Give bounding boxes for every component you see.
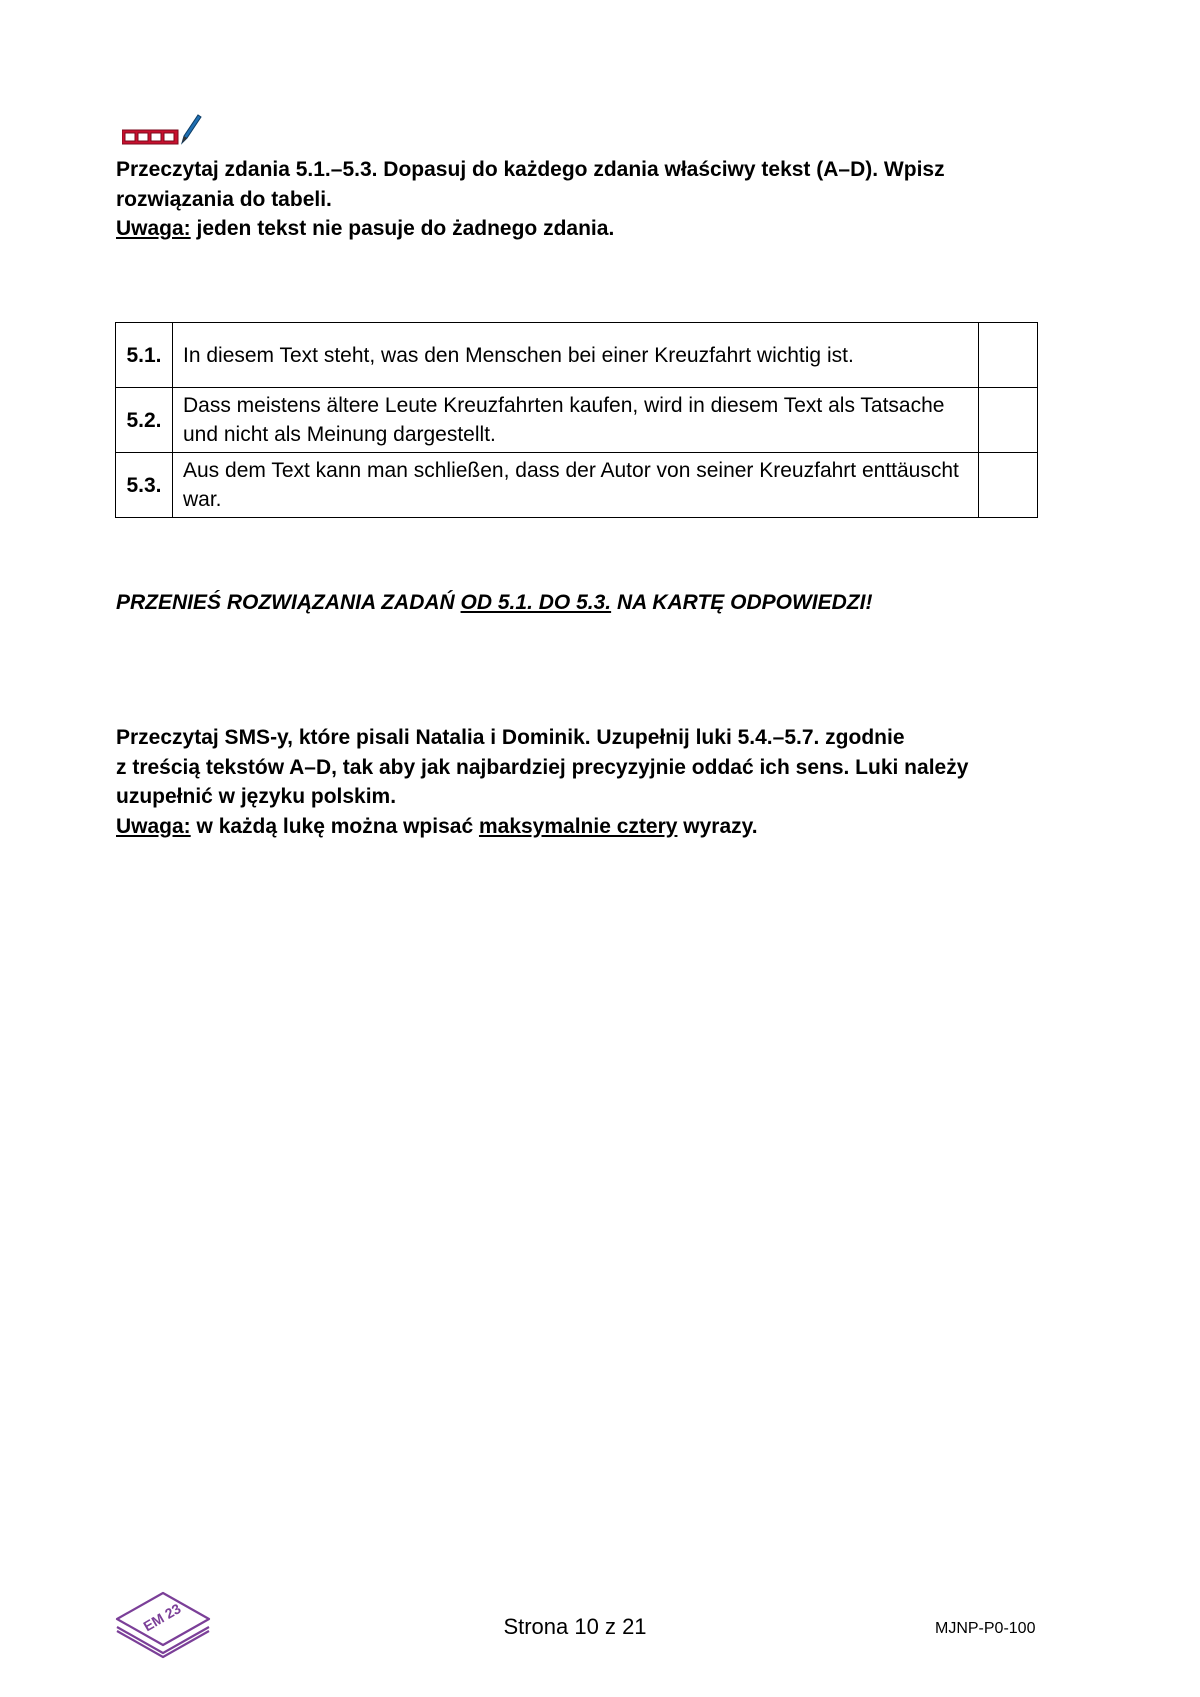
answer-cell[interactable]	[979, 453, 1038, 518]
instruction-note	[116, 812, 1076, 842]
item-sentence: Dass meistens ältere Leute Kreuzfahrten kaufen, wird in diesem Text als Tatsache und nicht als Meinung dargestellt.	[173, 388, 979, 453]
write-task-icon	[122, 112, 202, 148]
transfer-text: NA KARTĘ ODPOWIEDZI!	[611, 591, 873, 614]
transfer-notice	[116, 591, 872, 615]
table-row	[116, 453, 1038, 518]
instruction-line: z treścią tekstów A–D, tak aby jak najbardziej precyzyjnie oddać ich sens. Luki należy	[116, 755, 969, 779]
task-5-1-instruction	[116, 155, 1076, 244]
note-label: Uwaga:	[116, 814, 191, 838]
instruction-line: uzupełnić w języku polskim.	[116, 785, 397, 808]
note-label: Uwaga:	[116, 217, 191, 240]
document-code: MJNP-P0-100	[935, 1620, 1036, 1637]
item-sentence: Aus dem Text kann man schließen, dass der Autor von seiner Kreuzfahrt enttäuscht war.	[173, 453, 979, 518]
answer-cell[interactable]	[979, 323, 1038, 388]
page-number: Strona 10 z 21	[503, 1614, 647, 1639]
transfer-range: OD 5.1. DO 5.3.	[460, 591, 612, 614]
item-sentence: In diesem Text steht, was den Menschen bei einer Kreuzfahrt wichtig ist.	[173, 323, 979, 388]
instruction-note	[116, 214, 1076, 244]
answer-table	[115, 322, 1038, 518]
item-number: 5.3.	[116, 453, 173, 518]
table-row	[116, 388, 1038, 453]
note-emphasis: maksymalnie cztery	[478, 814, 678, 838]
item-number: 5.1.	[116, 323, 173, 388]
table-row	[116, 323, 1038, 388]
instruction-line: rozwiązania do tabeli.	[116, 187, 332, 211]
note-text: jeden tekst nie pasuje do żadnego zdania.	[190, 217, 615, 240]
task-5-4-instruction	[116, 723, 1076, 841]
item-number: 5.2.	[116, 388, 173, 453]
instruction-line: Przeczytaj zdania 5.1.–5.3. Dopasuj do każdego zdania właściwy tekst (A–D). Wpisz	[116, 158, 945, 181]
note-text: wyrazy.	[677, 814, 758, 838]
instruction-line: Przeczytaj SMS-y, które pisali Natalia i Dominik. Uzupełnij luki 5.4.–5.7. zgodnie	[116, 726, 905, 749]
logo-text: EM 23	[140, 1600, 184, 1635]
transfer-text: PRZENIEŚ ROZWIĄZANIA ZADAŃ	[116, 591, 461, 614]
answer-cell[interactable]	[979, 388, 1038, 453]
note-text: w każdą lukę można wpisać	[190, 814, 479, 838]
